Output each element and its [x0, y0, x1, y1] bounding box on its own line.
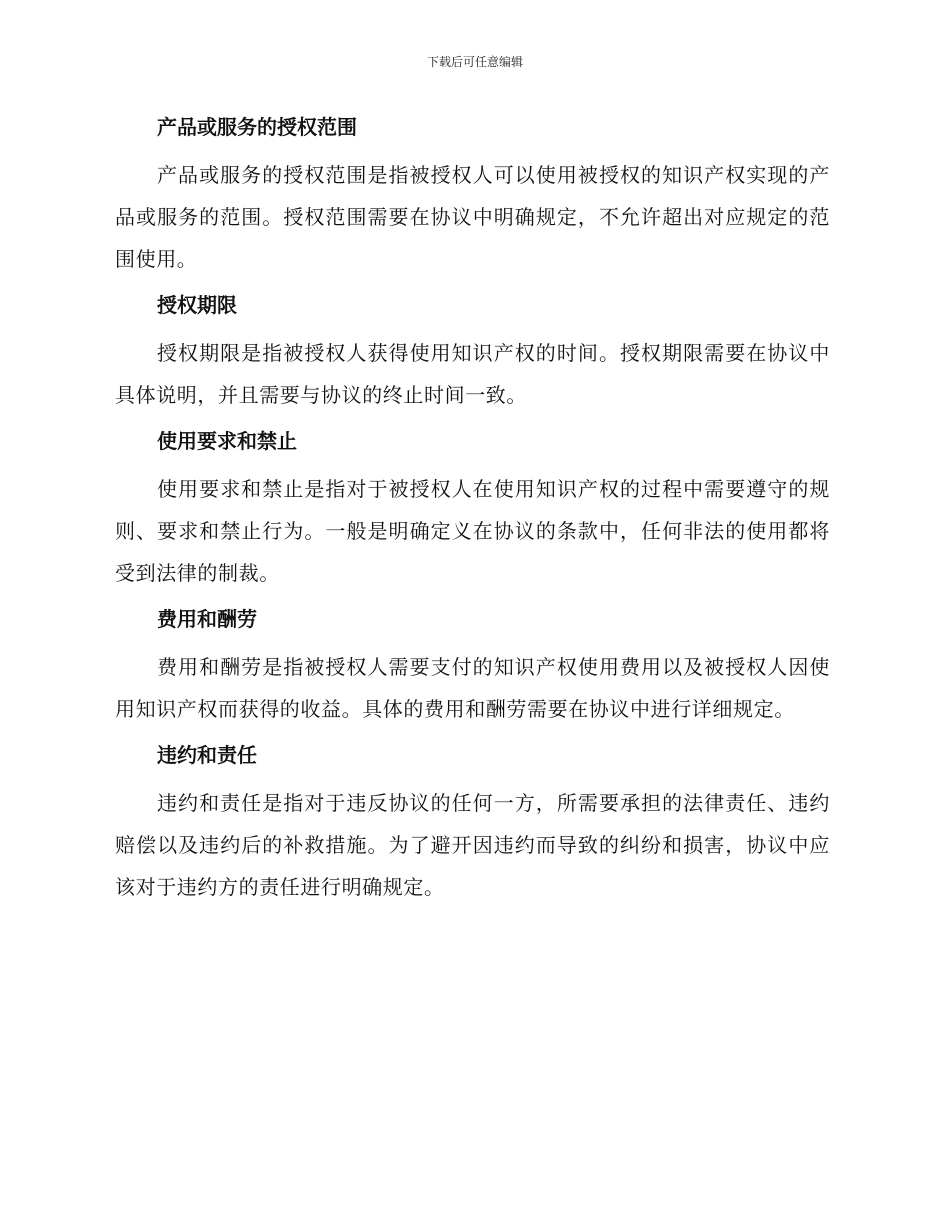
document-content	[115, 112, 830, 908]
section-usage-requirements	[115, 426, 830, 594]
section-body: 费用和酬劳是指被授权人需要支付的知识产权使用费用以及被授权人因使用知识产权而获得的收益。具体的费用和酬劳需要在协议中进行详细规定。	[115, 655, 830, 721]
section-title: 违约和责任	[157, 743, 257, 767]
section-authorization-period	[115, 290, 830, 416]
section-body: 产品或服务的授权范围是指被授权人可以使用被授权的知识产权实现的产品或服务的范围。授权范围需要在协议中明确规定，不允许超出对应规定的范围使用。	[115, 163, 830, 271]
section-title: 授权期限	[157, 293, 237, 317]
section-title: 使用要求和禁止	[157, 429, 297, 453]
section-title: 产品或服务的授权范围	[157, 115, 357, 139]
section-fees-remuneration	[115, 604, 830, 730]
section-body: 授权期限是指被授权人获得使用知识产权的时间。授权期限需要在协议中具体说明，并且需要与协议的终止时间一致。	[115, 341, 830, 407]
section-body: 使用要求和禁止是指对于被授权人在使用知识产权的过程中需要遵守的规则、要求和禁止行为。一般是明确定义在协议的条款中，任何非法的使用都将受到法律的制裁。	[115, 477, 830, 585]
section-body: 违约和责任是指对于违反协议的任何一方，所需要承担的法律责任、违约赔偿以及违约后的补救措施。为了避开因违约而导致的纠纷和损害，协议中应该对于违约方的责任进行明确规定。	[115, 791, 830, 899]
section-authorization-scope	[115, 112, 830, 280]
page-header: 下载后可任意编辑	[426, 55, 523, 69]
section-title: 费用和酬劳	[157, 607, 257, 631]
section-breach-liability	[115, 740, 830, 908]
